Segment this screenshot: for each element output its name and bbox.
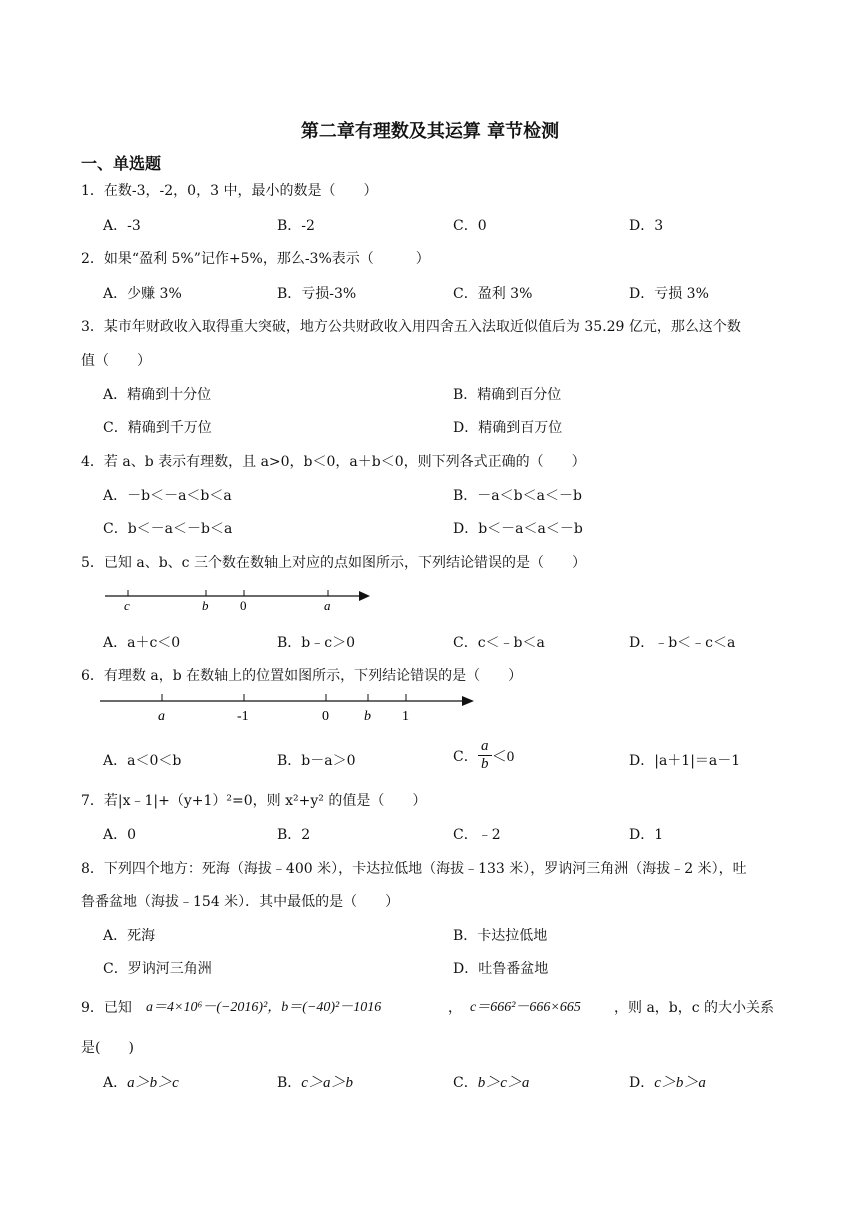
- q5-option-d: D．﹣b＜﹣c＜a: [629, 635, 736, 651]
- q2-option-c: C．盈利 3%: [453, 286, 533, 302]
- q5-option-c: C．c＜﹣b＜a: [453, 635, 545, 651]
- q6-option-c-inequality: ＜0: [491, 749, 515, 765]
- question-2-stem: 2．如果“盈利 5%”记作+5%，那么-3%表示（ ）: [81, 251, 430, 267]
- q9-separator: ，: [448, 1000, 462, 1016]
- q7-option-d: D．1: [629, 827, 664, 843]
- q2-option-d: D．亏损 3%: [629, 286, 709, 302]
- q6-option-d: D．|a＋1|＝a－1: [629, 753, 741, 769]
- label-c: c: [124, 598, 130, 612]
- q9-expression-c: c＝666²－666×665: [470, 1000, 581, 1015]
- question-5-stem: 5．已知 a、b、c 三个数在数轴上对应的点如图所示，下列结论错误的是（ ）: [81, 555, 586, 571]
- fraction-numerator: a: [480, 738, 489, 754]
- question-6-stem: 6．有理数 a，b 在数轴上的位置如图所示，下列结论错误的是（ ）: [81, 668, 523, 684]
- q2-option-b: B．亏损-3%: [277, 286, 357, 302]
- q8-option-d: D．吐鲁番盆地: [453, 961, 549, 977]
- q1-option-a: A．-3: [103, 218, 141, 234]
- label-neg1: -1: [237, 709, 249, 724]
- label-0: 0: [240, 598, 247, 612]
- q9-stem-tail: ，则 a，b，c 的大小关系: [614, 1000, 775, 1016]
- q3-option-c: C．精确到千万位: [103, 420, 212, 436]
- q8-option-a: A．死海: [103, 928, 156, 944]
- q9-option-c-expr: b＞c＞a: [477, 1075, 530, 1091]
- q6-option-a: A．a＜0＜b: [103, 753, 182, 769]
- q1-option-d: D．3: [629, 218, 664, 234]
- q9-option-d-label: D．: [629, 1075, 655, 1091]
- question-8-stem-line2: 鲁番盆地（海拔﹣154 米）．其中最低的是（ ）: [81, 894, 400, 910]
- arrow-head: [359, 591, 370, 601]
- question-7-stem: 7．若|x﹣1|+（y+1）²=0，则 x²+y² 的值是（ ）: [81, 793, 427, 809]
- q9-option-a-label: A．: [103, 1075, 128, 1091]
- question-4-stem: 4．若 a、b 表示有理数，且 a>0，b＜0，a＋b＜0，则下列各式正确的（ ）: [81, 454, 586, 470]
- label-0: 0: [322, 709, 329, 724]
- question-8-stem-line1: 8．下列四个地方：死海（海拔﹣400 米），卡达拉低地（海拔﹣133 米），罗讷河三角洲（海拔﹣2 米），吐: [81, 861, 747, 877]
- q1-option-c: C．0: [453, 218, 487, 234]
- q9-option-a-expr: a＞b＞c: [127, 1075, 179, 1091]
- label-1: 1: [402, 709, 409, 724]
- question-3-stem-line2: 值（ ）: [81, 353, 151, 369]
- q4-option-a: A．－b＜－a＜b＜a: [103, 488, 232, 504]
- q6-option-b: B．b－a＞0: [277, 753, 356, 769]
- q8-option-b: B．卡达拉低地: [453, 928, 548, 944]
- q9-option-a: [103, 1071, 179, 1092]
- q7-option-b: B．2: [277, 827, 311, 843]
- q9-option-b: [277, 1071, 353, 1092]
- q8-option-c: C．罗讷河三角洲: [103, 961, 212, 977]
- q9-option-b-expr: c＞a＞b: [301, 1075, 353, 1091]
- number-line-figure-q5: [100, 584, 380, 612]
- label-b: b: [202, 598, 209, 612]
- q5-option-b: B．b﹣c＞0: [277, 635, 355, 651]
- q7-option-a: A．0: [103, 827, 137, 843]
- section-heading: 一、单选题: [81, 154, 162, 173]
- q9-option-c-label: C．: [453, 1075, 478, 1091]
- q9-option-d: [629, 1071, 706, 1092]
- q1-option-b: B．-2: [277, 218, 315, 234]
- fraction-a-over-b: [478, 738, 492, 773]
- q6-option-c: [453, 738, 514, 773]
- arrow-head: [462, 696, 474, 706]
- q2-option-a: A．少赚 3%: [103, 286, 182, 302]
- q3-option-b: B．精确到百分位: [453, 387, 562, 403]
- number-line-figure-q6: [98, 690, 478, 724]
- question-3-stem-line1: 3．某市年财政收入取得重大突破，地方公共财政收入用四舍五入法取近似值后为 35.29 亿元，那么这个数: [81, 319, 741, 335]
- q9-option-d-expr: c＞b＞a: [654, 1075, 706, 1091]
- q5-option-a: A．a＋c＜0: [103, 635, 181, 651]
- question-1-stem: 1．在数-3，-2，0，3 中，最小的数是（ ）: [81, 183, 378, 199]
- q3-option-a: A．精确到十分位: [103, 387, 212, 403]
- q7-option-c: C．﹣2: [453, 827, 501, 843]
- label-b: b: [364, 709, 371, 724]
- q4-option-d: D．b＜－a＜a＜－b: [453, 521, 583, 537]
- q4-option-c: C．b＜－a＜－b＜a: [103, 521, 233, 537]
- q9-expression-ab: a＝4×10⁶－(−2016)²，b＝(−40)²－1016: [146, 1000, 382, 1015]
- label-a: a: [158, 709, 165, 724]
- label-a: a: [324, 598, 331, 612]
- fraction-denominator: b: [480, 756, 489, 772]
- q3-option-d: D．精确到百万位: [453, 420, 563, 436]
- q9-option-b-label: B．: [277, 1075, 302, 1091]
- question-9-stem-line2: 是( ): [81, 1040, 134, 1056]
- q6-option-c-label: C．: [453, 748, 478, 765]
- question-9-prefix: 9．已知: [81, 1000, 132, 1016]
- page-title: 第二章有理数及其运算 章节检测: [300, 121, 560, 142]
- q9-option-c: [453, 1071, 529, 1092]
- q4-option-b: B．－a＜b＜a＜－b: [453, 488, 582, 504]
